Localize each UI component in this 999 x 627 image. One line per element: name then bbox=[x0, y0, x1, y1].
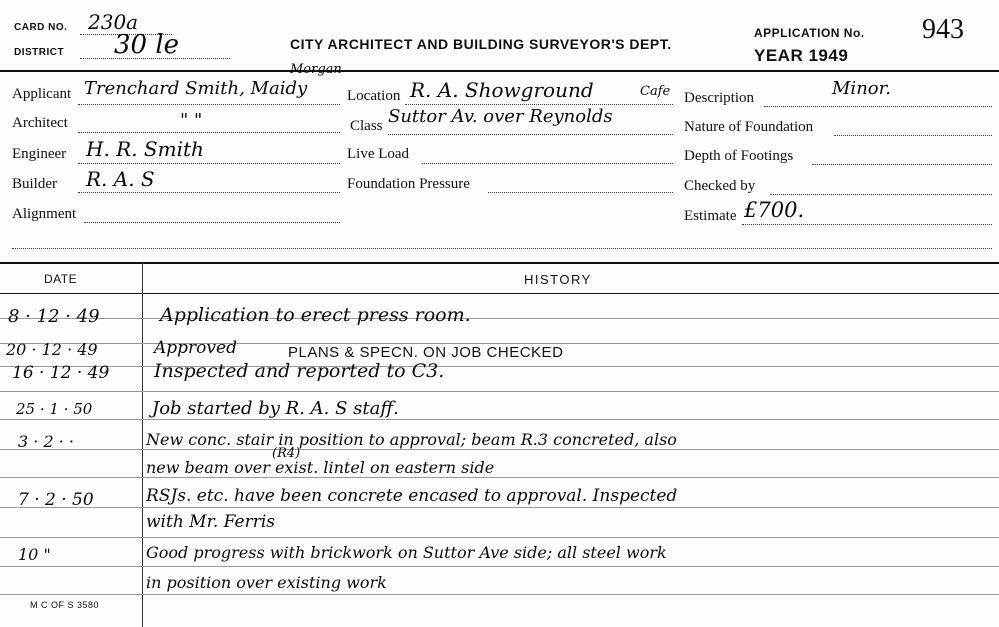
district-label: DISTRICT bbox=[14, 47, 65, 58]
entry-text: RSJs. etc. have been concrete encased to approval. Inspected bbox=[146, 486, 678, 506]
depth-label: Depth of Footings bbox=[684, 148, 794, 164]
district-rule bbox=[80, 58, 230, 59]
architect-value: " " bbox=[180, 110, 203, 131]
history-header: HISTORY bbox=[524, 272, 592, 287]
foundation-pressure-label: Foundation Pressure bbox=[347, 176, 470, 192]
table-line bbox=[0, 366, 999, 367]
class-overwrite: Cafe bbox=[640, 84, 671, 99]
live-load-rule bbox=[422, 163, 673, 164]
grid-bottom-rule bbox=[12, 248, 992, 249]
entry-text: Approved bbox=[154, 338, 237, 358]
entry-date: 10 " bbox=[18, 545, 51, 564]
class-value: Suttor Av. over Reynolds bbox=[388, 106, 613, 127]
entry-text: new beam over exist. lintel on eastern side bbox=[146, 458, 495, 477]
description-value: Minor. bbox=[832, 78, 891, 99]
header-bottom-border bbox=[0, 293, 999, 294]
entry-overwrite: (R4) bbox=[272, 446, 301, 461]
estimate-value: £700. bbox=[744, 198, 805, 222]
location-value: R. A. Showground bbox=[410, 78, 594, 102]
table-line bbox=[0, 318, 999, 319]
depth-rule bbox=[812, 164, 992, 165]
applicant-label: Applicant bbox=[12, 86, 72, 102]
checked-label: Checked by bbox=[684, 178, 756, 194]
application-label: APPLICATION No. bbox=[754, 26, 865, 40]
estimate-label: Estimate bbox=[684, 208, 737, 224]
nature-label: Nature of Foundation bbox=[684, 119, 814, 135]
entry-date: 20 · 12 · 49 bbox=[6, 340, 98, 359]
location-rule bbox=[405, 104, 673, 105]
entry-text: Application to erect press room. bbox=[160, 304, 471, 326]
header-divider bbox=[0, 70, 999, 72]
table-line bbox=[0, 477, 999, 478]
architect-rule bbox=[78, 132, 340, 133]
table-top-border bbox=[0, 262, 999, 264]
engineer-label: Engineer bbox=[12, 146, 67, 162]
applicant-rule bbox=[78, 104, 340, 105]
entry-date: 3 · 2 · · bbox=[18, 432, 74, 451]
form-code: M C OF S 3580 bbox=[30, 600, 100, 610]
entry-date: 16 · 12 · 49 bbox=[12, 363, 110, 383]
entry-text: Job started by R. A. S staff. bbox=[152, 398, 399, 419]
alignment-label: Alignment bbox=[12, 206, 77, 222]
class-label: Class bbox=[350, 118, 383, 134]
live-load-label: Live Load bbox=[347, 146, 410, 162]
entry-text: with Mr. Ferris bbox=[146, 512, 275, 532]
foundation-pressure-rule bbox=[488, 192, 673, 193]
builder-rule bbox=[78, 192, 340, 193]
engineer-rule bbox=[78, 163, 340, 164]
table-line bbox=[0, 566, 999, 567]
architect-label: Architect bbox=[12, 115, 68, 131]
location-label: Location bbox=[347, 88, 401, 104]
builder-label: Builder bbox=[12, 176, 57, 192]
alignment-rule bbox=[84, 222, 340, 223]
engineer-value: H. R. Smith bbox=[86, 137, 204, 161]
card-no-value: 230a bbox=[88, 10, 139, 34]
applicant-overwrite: Morgan bbox=[290, 62, 342, 77]
year-label: YEAR 1949 bbox=[754, 46, 849, 65]
table-line bbox=[0, 419, 999, 420]
entry-text: in position over existing work bbox=[146, 573, 387, 592]
stamp-text: PLANS & SPECN. ON JOB CHECKED bbox=[288, 344, 564, 361]
table-line bbox=[0, 594, 999, 595]
table-line bbox=[0, 449, 999, 450]
date-column-divider bbox=[142, 262, 143, 627]
entry-text: Good progress with brickwork on Suttor Ave side; all steel work bbox=[146, 543, 667, 562]
entry-date: 25 · 1 · 50 bbox=[16, 400, 93, 418]
table-line bbox=[0, 391, 999, 392]
date-header: DATE bbox=[44, 272, 78, 286]
table-line bbox=[0, 507, 999, 508]
checked-rule bbox=[770, 194, 992, 195]
entry-text: Inspected and reported to C3. bbox=[154, 360, 445, 382]
card-no-label: CARD NO. bbox=[14, 22, 68, 33]
department-title: CITY ARCHITECT AND BUILDING SURVEYOR'S DEPT. bbox=[290, 36, 672, 52]
table-line bbox=[0, 537, 999, 538]
class-rule bbox=[388, 134, 673, 135]
entry-text: New conc. stair in position to approval; beam R.3 concreted, also bbox=[146, 430, 677, 449]
estimate-rule bbox=[742, 224, 992, 225]
builder-value: R. A. S bbox=[86, 167, 155, 191]
district-value: 30 le bbox=[114, 30, 180, 60]
applicant-value: Trenchard Smith, Maidy bbox=[84, 78, 308, 99]
description-rule bbox=[764, 106, 992, 107]
description-label: Description bbox=[684, 90, 754, 106]
nature-rule bbox=[834, 135, 992, 136]
entry-date: 7 · 2 · 50 bbox=[18, 490, 94, 510]
application-number: 943 bbox=[922, 14, 964, 45]
entry-date: 8 · 12 · 49 bbox=[8, 306, 100, 327]
